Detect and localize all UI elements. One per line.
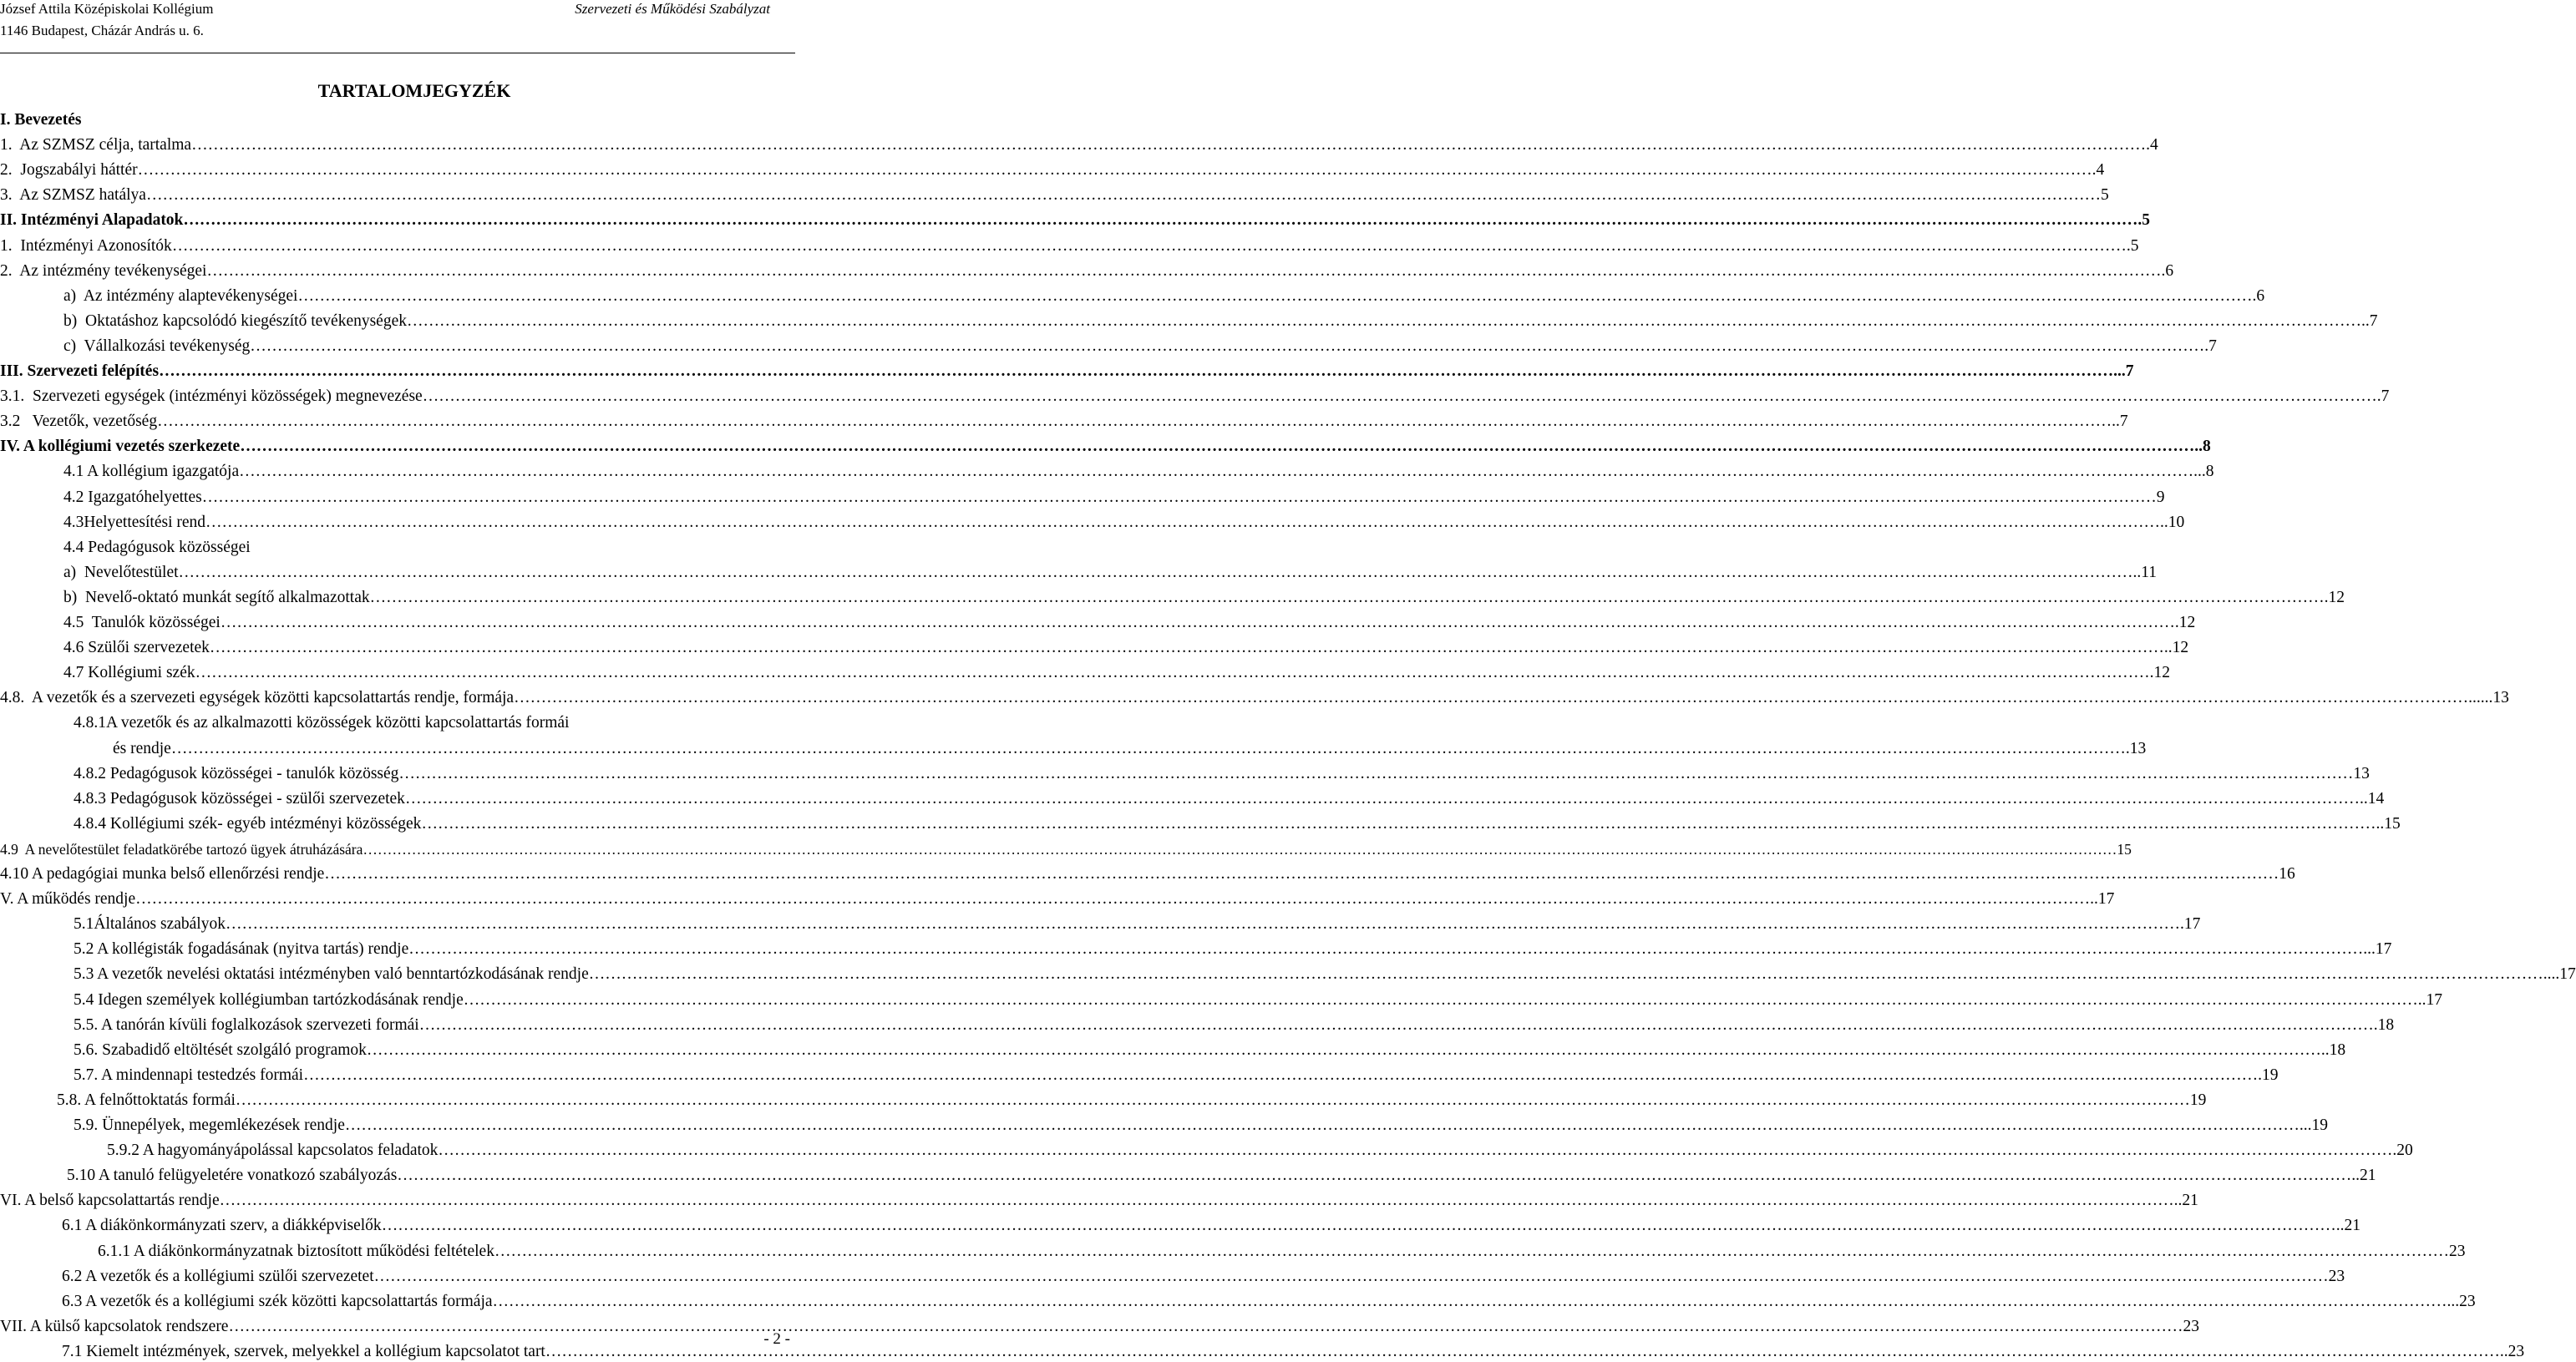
toc-entry-title: 3.2 Vezetők, vezetőség — [0, 413, 158, 431]
toc-leader-dots: ……………………………………………………………………………………………………………………………………………………………………………………………………………………………………………………………………………………………………………………………… — [201, 488, 2157, 506]
toc-leader-dots: ……………………………………………………………………………………………………………………………………………………………………………………………………………………………………………………………………………………………………………………………… — [171, 236, 2127, 255]
toc-entry-page: .4 — [2146, 136, 2158, 154]
toc-entry — [63, 457, 2214, 482]
toc-entry — [0, 105, 765, 130]
toc-entry-title: 4.3Helyettesítési rend — [63, 513, 206, 531]
toc-entry-page: ..7 — [2112, 413, 2128, 431]
toc-entry-page: .20 — [2392, 1142, 2413, 1160]
toc-entry — [62, 1211, 2360, 1236]
toc-leader-dots: ……………………………………………………………………………………………………………………………………………………………………………………………………………………………………………………………………………………………………………………………… — [588, 965, 2543, 984]
toc-leader-dots: ……………………………………………………………………………………………………………………………………………………………………………………………………………………………………………………………………………………………………………………………… — [205, 513, 2161, 531]
toc-leader-dots: ……………………………………………………………………………………………………………………………………………………………………………………………………………………………………………………………………………………………………………………………… — [366, 1040, 2321, 1059]
toc-entry — [0, 256, 2174, 281]
toc-entry — [0, 1312, 2199, 1337]
toc-entry-title: II. Intézményi Alapadatok — [0, 211, 184, 230]
toc-leader-dots: ……………………………………………………………………………………………………………………………………………………………………………………………………………………………………………………………………………………………………………………………… — [219, 1192, 2174, 1210]
toc-entry-title: 4.9 A nevelőtestület feladatkörébe tartozó ügyek átruházására — [0, 840, 363, 858]
toc-entry — [63, 583, 2345, 608]
toc-leader-dots: ……………………………………………………………………………………………………………………………………………………………………………………………………………………………………………………………………………………………………………………………… — [303, 1066, 2259, 1084]
toc-entry-title: 3.1. Szervezeti egységek (intézményi közösségek) megnevezése — [0, 387, 423, 406]
toc-entry-title: 4.8.1A vezetők és az alkalmazotti közösségek közötti kapcsolattartás formái — [74, 714, 570, 732]
toc-entry-page: .12 — [2324, 588, 2345, 606]
toc-entry-title: 4.8.2 Pedagógusok közösségei - tanulók közösség — [74, 764, 399, 782]
toc-entry — [74, 759, 2370, 784]
toc-entry-title: 6.2 A vezetők és a kollégiumi szülői szervezetet — [62, 1267, 374, 1285]
toc-entry — [63, 658, 2170, 683]
toc-entry-title: 4.1 A kollégium igazgatója — [63, 463, 240, 481]
toc-leader-dots: ……………………………………………………………………………………………………………………………………………………………………………………………………………………………………………………………………………………………………………………………… — [135, 890, 2091, 909]
toc-entry-page: .5 — [2137, 211, 2151, 230]
toc-entry-title: a) Az intézmény alaptevékenységei — [63, 286, 298, 305]
toc-leader-dots: ……………………………………………………………………………………………………………………………………………………………………………………………………………………………………………………………………………………………………………………………… — [408, 940, 2364, 959]
toc-entry-page: .12 — [2149, 664, 2170, 682]
toc-entry-page: ...8 — [2193, 463, 2214, 481]
toc-entry — [0, 834, 2132, 859]
toc-entry — [0, 231, 2139, 256]
toc-entry — [0, 683, 2509, 708]
toc-entry — [0, 407, 2128, 432]
toc-entry-title: 5.1Általános szabályok — [74, 915, 226, 934]
toc-entry-page: 23 — [2328, 1267, 2345, 1285]
toc-entry-title: c) Vállalkozási tevékenység — [63, 337, 251, 355]
toc-leader-dots: ……………………………………………………………………………………………………………………………………………………………………………………………………………………………………………………………………………………………………………………………… — [514, 689, 2469, 707]
toc-leader-dots: ……………………………………………………………………………………………………………………………………………………………………………………………………………………………………………………………………………………………………………………………… — [494, 1242, 2449, 1260]
toc-entry-title: IV. A kollégiumi vezetés szerkezete — [0, 438, 241, 456]
toc-entry — [0, 1186, 2198, 1211]
toc-entry — [0, 382, 2390, 407]
toc-entry-title: 1. Intézményi Azonosítók — [0, 236, 172, 255]
toc-entry-page: .7 — [2376, 387, 2390, 406]
toc-entry — [63, 508, 2185, 533]
toc-entry — [74, 1111, 2328, 1136]
toc-entry — [63, 558, 2158, 583]
toc-entry-title: 4.10 A pedagógiai munka belső ellenőrzési rendje — [0, 865, 325, 883]
toc-entry-title: 3. Az SZMSZ hatálya — [0, 186, 146, 205]
toc-leader-dots: ……………………………………………………………………………………………………………………………………………………………………………………………………………………………………………………………………………………………………………………………… — [191, 136, 2147, 154]
toc-entry-page: 15 — [2117, 840, 2132, 858]
toc-entry-page: .4 — [2092, 161, 2105, 180]
header-institution-address: 1146 Budapest, Cházár András u. 6. — [0, 23, 204, 38]
toc-entry-title: 5.4 Idegen személyek kollégiumban tartózkodásának rendje — [74, 990, 464, 1009]
toc-entry-page: .6 — [2161, 261, 2174, 280]
toc-entry-page: ...17 — [2363, 940, 2392, 959]
toc-entry — [62, 1337, 2525, 1362]
toc-entry — [0, 884, 2115, 909]
toc-entry-title: VI. A belső kapcsolattartás rendje — [0, 1192, 220, 1210]
toc-entry-page: 23 — [2448, 1242, 2466, 1260]
toc-entry-page: ..21 — [2335, 1217, 2360, 1235]
toc-leader-dots: ……………………………………………………………………………………………………………………………………………………………………………………………………………………………………………………………………………………………………………………………… — [422, 387, 2377, 406]
toc-entry-title: 5.5. A tanórán kívüli foglalkozások szervezeti formái — [74, 1015, 419, 1034]
toc-entry — [0, 155, 2105, 180]
toc-entry — [62, 1262, 2345, 1287]
toc-entry-title: VII. A külső kapcsolatok rendszere — [0, 1317, 229, 1335]
header-institution-name: József Attila Középiskolai Kollégium — [0, 1, 214, 17]
toc-entry-title: 5.3 A vezetők nevelési oktatási intézményben való benntartózkodásának rendje — [74, 965, 589, 984]
toc-entry-page: .19 — [2258, 1066, 2279, 1084]
toc-leader-dots: ……………………………………………………………………………………………………………………………………………………………………………………………………………………………………………………………………………………………………………………………… — [228, 1317, 2183, 1335]
toc-entry-title: 4.2 Igazgatóhelyettes — [63, 488, 202, 506]
toc-leader-dots: ……………………………………………………………………………………………………………………………………………………………………………………………………………………………………………………………………………………………………………………………… — [463, 990, 2418, 1009]
toc-entry-page: .6 — [2252, 286, 2265, 305]
toc-leader-dots: ……………………………………………………………………………………………………………………………………………………………………………………………………………………………………………………………………………………………………………………………… — [209, 639, 2164, 657]
toc-entry-page: ..17 — [2417, 990, 2442, 1009]
toc-entry-page: ....17 — [2543, 965, 2576, 984]
toc-entry — [62, 1287, 2476, 1312]
toc-entry — [63, 633, 2189, 658]
toc-entry-title: 5.9. Ünnepélyek, megemlékezések rendje — [74, 1116, 345, 1134]
toc-leader-dots: ……………………………………………………………………………………………………………………………………………………………………………………………………………………………………………………………………………………………………………………………… — [407, 311, 2361, 330]
toc-entry-title: 4.8. A vezetők és a szervezeti egységek közötti kapcsolattartás rendje, formája — [0, 689, 515, 707]
toc-leader-dots: ……………………………………………………………………………………………………………………………………………………………………………………………………………………………………………………………………………………………………………………………… — [344, 1116, 2300, 1134]
toc-entry-page: ..10 — [2160, 513, 2185, 531]
toc-entry-page: .18 — [2373, 1015, 2395, 1034]
toc-leader-dots: ……………………………………………………………………………………………………………………………………………………………………………………………………………………………………………………………………………………………………………………………… — [157, 413, 2112, 431]
toc-entry — [74, 708, 765, 733]
toc-entry-title: 5.9.2 A hagyományápolással kapcsolatos feladatok — [107, 1142, 439, 1160]
toc-entry-page: ..7 — [2361, 311, 2378, 330]
toc-entry — [113, 734, 2147, 759]
toc-leader-dots: ……………………………………………………………………………………………………………………………………………………………………………………………………………………………………………………………………………………………………………………………… — [545, 1342, 2500, 1360]
toc-leader-dots: ……………………………………………………………………………………………………………………………………………………………………………………………………………………………………………………………………………………………………………………………… — [398, 764, 2354, 782]
toc-entry-title: 2. Jogszabályi háttér — [0, 161, 138, 180]
toc-leader-dots: ……………………………………………………………………………………………………………………………………………………………………………………………………………………………………………………………………………………………………………………………… — [250, 337, 2205, 355]
toc-entry-title: b) Nevelő-oktató munkát segítő alkalmazottak — [63, 588, 370, 606]
toc-entry-title: a) Nevelőtestület — [63, 563, 179, 581]
toc-entry-title: 4.6 Szülői szervezetek — [63, 639, 210, 657]
toc-entry-page: ..11 — [2132, 563, 2158, 581]
toc-entry-page: ......13 — [2468, 689, 2509, 707]
toc-leader-dots: ……………………………………………………………………………………………………………………………………………………………………………………………………………………………………………………………………………………………………………………………… — [178, 563, 2133, 581]
toc-entry — [74, 1010, 2395, 1035]
toc-leader-dots: ……………………………………………………………………………………………………………………………………………………………………………………………………………………………………………………………………………………………………………………………… — [159, 362, 2114, 380]
page-number: - 2 - — [763, 1330, 790, 1348]
toc-entry-title: b) Oktatáshoz kapcsolódó kiegészítő tevékenységek — [63, 311, 407, 330]
toc-entry-title: 4.8.3 Pedagógusok közösségei - szülői szervezetek — [74, 789, 405, 808]
toc-entry-title: 4.5 Tanulók közösségei — [63, 614, 221, 631]
toc-entry-title: 4.7 Kollégiumi szék — [63, 664, 195, 682]
toc-entry-title: I. Bevezetés — [0, 111, 82, 129]
toc-entry-page: ..23 — [2499, 1342, 2525, 1360]
toc-entry-page: 23 — [2183, 1317, 2199, 1335]
toc-entry — [74, 934, 2392, 959]
toc-entry-title: 5.10 A tanuló felügyeletére vonatkozó szabályozás — [67, 1167, 398, 1185]
toc-leader-dots: ……………………………………………………………………………………………………………………………………………………………………………………………………………………………………………………………………………………………………………………………… — [381, 1217, 2336, 1235]
toc-entry — [0, 205, 2151, 230]
toc-entry — [107, 1136, 2413, 1161]
toc-entry-page: 9 — [2156, 488, 2165, 506]
toc-leader-dots: ……………………………………………………………………………………………………………………………………………………………………………………………………………………………………………………………………………………………………………………………… — [373, 1267, 2329, 1285]
toc-entry — [63, 332, 2217, 357]
toc-leader-dots: ……………………………………………………………………………………………………………………………………………………………………………………………………………………………………………………………………………………………………………………………… — [240, 438, 2195, 456]
toc-leader-dots: ……………………………………………………………………………………………………………………………………………………………………………………………………………………………………………………………………………………………………………………………… — [324, 865, 2279, 883]
toc-entry — [63, 608, 2196, 633]
toc-entry-title: 7.1 Kiemelt intézmények, szervek, melyekkel a kollégium kapcsolatot tart — [62, 1342, 545, 1360]
toc-entry — [74, 909, 2201, 934]
toc-entry-title: 6.1 A diákönkormányzati szerv, a diákképviselők — [62, 1217, 382, 1235]
toc-entry-page: 13 — [2353, 764, 2370, 782]
toc-entry — [74, 784, 2385, 809]
toc-entry — [67, 1161, 2376, 1186]
toc-entry — [0, 130, 2158, 155]
toc-entry-title: 5.2 A kollégisták fogadásának (nyitva tartás) rendje — [74, 940, 409, 959]
toc-entry — [63, 306, 2378, 332]
toc-entry-page: ..8 — [2194, 438, 2211, 456]
toc-entry-title: 4.8.4 Kollégiumi szék- egyéb intézményi közösségek — [74, 814, 422, 833]
toc-entry-title: V. A működés rendje — [0, 890, 136, 909]
toc-entry-page: ...19 — [2299, 1116, 2328, 1134]
toc-entry-title: 6.3 A vezetők és a kollégiumi szék közötti kapcsolattartás formája — [62, 1292, 493, 1310]
toc-leader-dots: ……………………………………………………………………………………………………………………………………………………………………………………………………………………………………………………………………………………………………………………………… — [183, 211, 2138, 230]
toc-entry — [63, 483, 2165, 508]
toc-leader-dots: ……………………………………………………………………………………………………………………………………………………………………………………………………………………………………………………………………………………………………………………………… — [170, 739, 2126, 757]
toc-entry — [74, 1061, 2279, 1086]
toc-entry — [0, 357, 2134, 382]
toc-entry-title: 5.6. Szabadidő eltöltését szolgáló programok — [74, 1040, 367, 1059]
toc-leader-dots: ……………………………………………………………………………………………………………………………………………………………………………………………………………………………………………………………………………………………………………………………… — [369, 588, 2325, 606]
toc-entry-title: 4.4 Pedagógusok közösségei — [63, 538, 251, 556]
toc-entry-page: ...23 — [2447, 1292, 2476, 1310]
header-document-title: Szervezeti és Működési Szabályzat — [575, 1, 770, 17]
toc-entry-title: 6.1.1 A diákönkormányzatnak biztosított működési feltételek — [98, 1242, 494, 1260]
toc-entry-page: .7 — [2204, 337, 2217, 355]
toc-entry-page: ..15 — [2376, 814, 2401, 833]
toc-leader-dots: ……………………………………………………………………………………………………………………………………………………………………………………………………………………………………………………………………………………………………………………………… — [235, 1091, 2190, 1109]
toc-leader-dots: ……………………………………………………………………………………………………………………………………………………………………………………………………………………………………………………………………………………………………………………………… — [492, 1292, 2447, 1310]
page-header — [0, 0, 802, 55]
toc-leader-dots: ……………………………………………………………………………………………………………………………………………………………………………………………………………………………………………………………………………………………………………………………… — [239, 463, 2194, 481]
toc-leader-dots: ……………………………………………………………………………………………………………………………………………………………………………………………………………………………………………………………………………………………………………………………… — [145, 186, 2101, 205]
toc-leader-dots: ……………………………………………………………………………………………………………………………………………………………………………………………………………………………………………………………………………………………………………………………… — [418, 1015, 2374, 1034]
toc-entry-title: 1. Az SZMSZ célja, tartalma — [0, 136, 192, 154]
toc-entry — [74, 1035, 2346, 1061]
toc-entry-title: 2. Az intézmény tevékenységei — [0, 261, 207, 280]
toc-entry-page: 16 — [2279, 865, 2295, 883]
toc-entry — [0, 180, 2109, 205]
toc-entry-title: III. Szervezeti felépítés — [0, 362, 160, 380]
toc-entry-title: 5.7. A mindennapi testedzés formái — [74, 1066, 304, 1084]
toc-title: TARTALOMJEGYZÉK — [317, 80, 511, 101]
toc-entry-page: 19 — [2189, 1091, 2207, 1109]
toc-leader-dots: ……………………………………………………………………………………………………………………………………………………………………………………………………………………………………………………………………………………………………………………………… — [137, 161, 2092, 180]
toc-entry-page: 5 — [2100, 186, 2109, 205]
toc-entry-page: .5 — [2126, 236, 2139, 255]
toc-entry-page: .13 — [2125, 739, 2147, 757]
toc-entry — [63, 281, 2265, 306]
toc-leader-dots: ……………………………………………………………………………………………………………………………………………………………………………………………………………………………………………………………………………………………………………………………… — [363, 840, 2117, 858]
toc-entry-page: ..17 — [2090, 890, 2115, 909]
toc-entry — [57, 1086, 2207, 1111]
toc-leader-dots: ……………………………………………………………………………………………………………………………………………………………………………………………………………………………………………………………………………………………………………………………… — [421, 814, 2376, 833]
toc-entry — [74, 985, 2442, 1010]
toc-leader-dots: ……………………………………………………………………………………………………………………………………………………………………………………………………………………………………………………………………………………………………………………………… — [206, 261, 2162, 280]
toc-entry-title: 5.8. A felnőttoktatás formái — [57, 1091, 236, 1109]
toc-entry-page: ...7 — [2113, 362, 2134, 380]
toc-entry-page: .17 — [2179, 915, 2201, 934]
toc-entry-page: ..21 — [2351, 1167, 2376, 1185]
toc-leader-dots: ……………………………………………………………………………………………………………………………………………………………………………………………………………………………………………………………………………………………………………………………… — [195, 664, 2150, 682]
toc-entry — [74, 809, 2401, 834]
toc-entry-page: ..21 — [2173, 1192, 2198, 1210]
toc-leader-dots: ……………………………………………………………………………………………………………………………………………………………………………………………………………………………………………………………………………………………………………………………… — [397, 1167, 2352, 1185]
toc-leader-dots: ……………………………………………………………………………………………………………………………………………………………………………………………………………………………………………………………………………………………………………………………… — [225, 915, 2180, 934]
toc-entry-title: és rendje — [113, 739, 171, 757]
toc-entry — [0, 859, 2295, 884]
toc-entry — [74, 959, 2576, 985]
toc-entry-page: .12 — [2174, 614, 2196, 631]
toc-entry — [0, 432, 2211, 457]
toc-leader-dots: ……………………………………………………………………………………………………………………………………………………………………………………………………………………………………………………………………………………………………………………………… — [297, 286, 2253, 305]
toc-leader-dots: ……………………………………………………………………………………………………………………………………………………………………………………………………………………………………………………………………………………………………………………………… — [220, 614, 2175, 631]
toc-entry-page: ..18 — [2320, 1040, 2346, 1059]
toc-entry-page: ..14 — [2359, 789, 2385, 808]
toc-entry-page: ..12 — [2163, 639, 2189, 657]
toc-entry — [98, 1237, 2466, 1262]
toc-entry — [63, 533, 765, 558]
toc-leader-dots: ……………………………………………………………………………………………………………………………………………………………………………………………………………………………………………………………………………………………………………………………… — [404, 789, 2360, 808]
toc-leader-dots: ……………………………………………………………………………………………………………………………………………………………………………………………………………………………………………………………………………………………………………………………… — [438, 1142, 2393, 1160]
